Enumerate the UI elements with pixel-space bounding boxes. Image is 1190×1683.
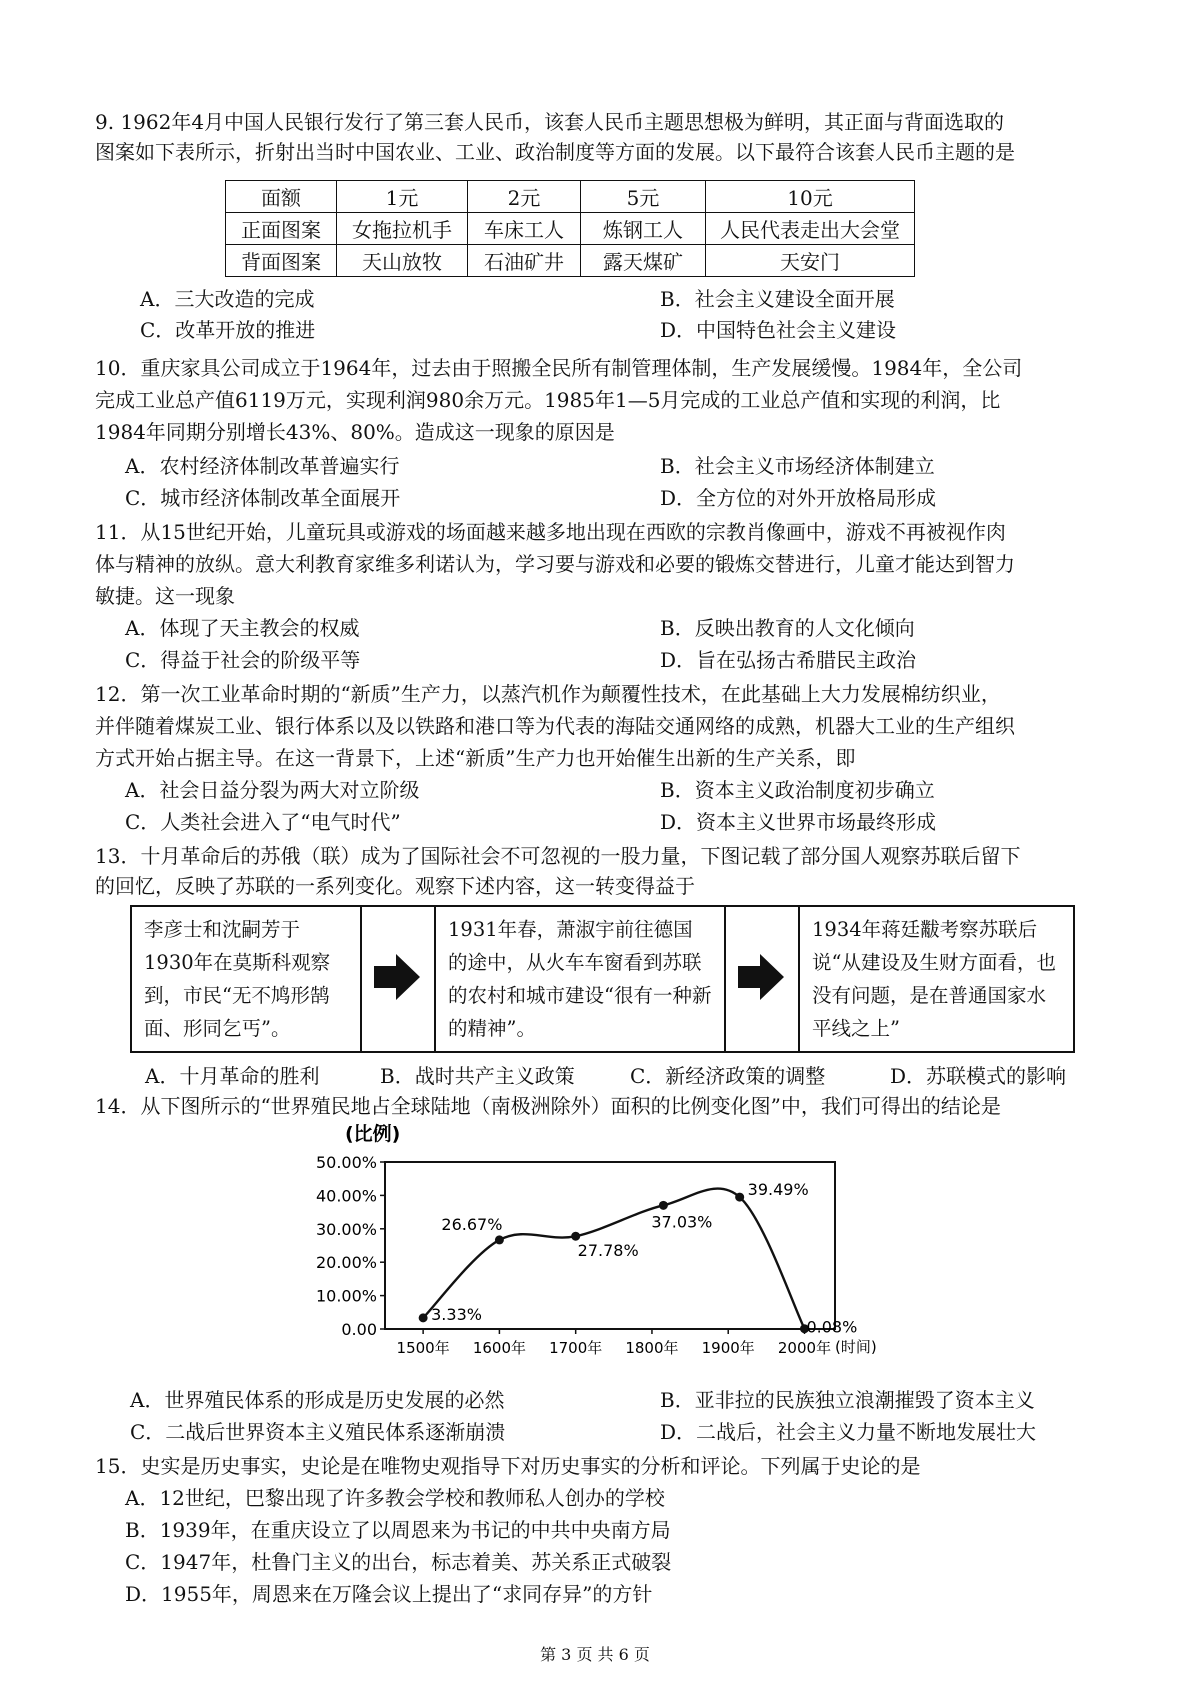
y-axis-ticks	[316, 1153, 385, 1339]
data-label: 37.03%	[651, 1212, 713, 1232]
q15-option-b[interactable]: B．1939年，在重庆设立了以周恩来为书记的中共中央南方局	[125, 1518, 671, 1542]
table-cell: 女拖拉机手	[337, 213, 468, 245]
table-cell: 背面图案	[226, 245, 337, 277]
data-label: 27.78%	[577, 1241, 639, 1261]
right-arrow-icon	[372, 952, 422, 1002]
table-cell: 5元	[581, 181, 706, 213]
q11-option-d[interactable]: D．旨在弘扬古希腊民主政治	[660, 648, 917, 672]
q12-option-c[interactable]: C．人类社会进入了“电气时代”	[125, 810, 401, 834]
q13-option-d[interactable]: D．苏联模式的影响	[890, 1064, 1067, 1088]
q13-option-b[interactable]: B．战时共产主义政策	[380, 1064, 575, 1088]
table-cell: 车床工人	[468, 213, 581, 245]
q9-option-a[interactable]: A．三大改造的完成	[140, 287, 315, 311]
q11-stem-line3: 敏捷。这一现象	[95, 584, 235, 608]
q15-stem-line1: 15．史实是历史事实，史论是在唯物史观指导下对历史事实的分析和评论。下列属于史论的是	[95, 1454, 921, 1478]
q12-stem-line3: 方式开始占据主导。在这一背景下，上述“新质”生产力也开始催生出新的生产关系，即	[95, 746, 856, 770]
q12-option-d[interactable]: D．资本主义世界市场最终形成	[660, 810, 937, 834]
divider	[724, 907, 726, 1051]
data-point	[735, 1193, 744, 1202]
q10-option-d[interactable]: D．全方位的对外开放格局形成	[660, 486, 937, 510]
data-point	[495, 1235, 504, 1244]
table-cell: 露天煤矿	[581, 245, 706, 277]
x-tick-label: 1500年	[396, 1339, 450, 1357]
q9-stem-line2: 图案如下表所示，折射出当时中国农业、工业、政治制度等方面的发展。以下最符合该套人民币主题的是	[95, 140, 1015, 164]
table-cell: 10元	[706, 181, 915, 213]
data-points	[419, 1180, 858, 1337]
q12-option-b[interactable]: B．资本主义政治制度初步确立	[660, 778, 935, 802]
q12-stem-line1: 12．第一次工业革命时期的“新质”生产力，以蒸汽机作为颠覆性技术，在此基础上大力发展棉纺织业，	[95, 682, 1001, 706]
data-label: 3.33%	[431, 1304, 482, 1324]
q14-option-b[interactable]: B．亚非拉的民族独立浪潮摧毁了资本主义	[660, 1388, 1035, 1412]
q11-option-b[interactable]: B．反映出教育的人文化倾向	[660, 616, 915, 640]
y-tick-label: 30.00%	[315, 1219, 377, 1239]
table-cell: 天安门	[706, 245, 915, 277]
right-arrow-icon	[736, 952, 786, 1002]
y-tick-label: 20.00%	[315, 1253, 377, 1273]
table-row	[226, 213, 915, 245]
q13-stem-line2: 的回忆，反映了苏联的一系列变化。观察下述内容，这一转变得益于	[95, 874, 695, 898]
q10-stem-line3: 1984年同期分别增长43%、80%。造成这一现象的原因是	[95, 420, 615, 444]
q14-stem-line1: 14．从下图所示的“世界殖民地占全球陆地（南极洲除外）面积的比例变化图”中，我们可得出的结论是	[95, 1094, 1001, 1118]
q14-option-a[interactable]: A．世界殖民体系的形成是历史发展的必然	[130, 1388, 505, 1412]
table-cell: 正面图案	[226, 213, 337, 245]
colonial-ratio-chart	[300, 1122, 880, 1372]
observation-1934: 1934年蒋廷黻考察苏联后说“从建设及生财方面看，也没有问题，是在普通国家水平线之上”	[812, 918, 1056, 1040]
y-axis-label: (比例)	[345, 1123, 401, 1145]
q9-option-b[interactable]: B．社会主义建设全面开展	[660, 287, 895, 311]
y-tick-label: 50.00%	[315, 1153, 377, 1172]
table-cell: 炼钢工人	[581, 213, 706, 245]
q10-stem-line1: 10．重庆家具公司成立于1964年，过去由于照搬全民所有制管理体制，生产发展缓慢。1984年，全公司	[95, 356, 1023, 380]
divider	[360, 907, 362, 1051]
rmb-table	[225, 180, 915, 277]
x-tick-label: 2000年	[777, 1339, 832, 1357]
data-point	[419, 1313, 428, 1322]
table-cell: 1元	[337, 181, 468, 213]
y-tick-label: 10.00%	[315, 1286, 377, 1306]
table-cell: 天山放牧	[337, 245, 468, 277]
y-tick-label: 40.00%	[315, 1186, 377, 1206]
data-label: 39.49%	[747, 1180, 809, 1200]
observation-1930: 李彦士和沈嗣芳于1930年在莫斯科观察到，市民“无不鸠形鹄面、形同乞丐”。	[144, 918, 331, 1040]
table-cell: 石油矿井	[468, 245, 581, 277]
x-tick-label: 1600年	[472, 1339, 527, 1357]
x-tick-label: 1700年	[549, 1339, 603, 1357]
q11-option-a[interactable]: A．体现了天主教会的权威	[125, 616, 360, 640]
q14-option-d[interactable]: D．二战后，社会主义力量不断地发展壮大	[660, 1420, 1037, 1444]
data-label: 26.67%	[441, 1214, 503, 1234]
table-cell: 面额	[226, 181, 337, 213]
q13-option-c[interactable]: C．新经济政策的调整	[630, 1064, 826, 1088]
q15-option-a[interactable]: A．12世纪，巴黎出现了许多教会学校和教师私人创办的学校	[125, 1486, 665, 1510]
table-cell: 人民代表走出大会堂	[706, 213, 915, 245]
data-point	[659, 1201, 668, 1210]
q10-option-b[interactable]: B．社会主义市场经济体制建立	[660, 454, 935, 478]
q9-option-d[interactable]: D．中国特色社会主义建设	[660, 318, 897, 342]
q11-option-c[interactable]: C．得益于社会的阶级平等	[125, 648, 361, 672]
observation-1931: 1931年春，萧淑宇前往德国的途中，从火车车窗看到苏联的农村和城市建设“很有一种新的精神”。	[448, 918, 712, 1040]
q9-option-c[interactable]: C．改革开放的推进	[140, 318, 316, 342]
table-row	[226, 181, 915, 213]
q12-option-a[interactable]: A．社会日益分裂为两大对立阶级	[125, 778, 420, 802]
x-axis-ticks	[397, 1329, 832, 1357]
x-tick-label: 1900年	[701, 1339, 755, 1357]
x-tick-label: 1800年	[625, 1339, 679, 1357]
q11-stem-line2: 体与精神的放纵。意大利教育家维多利诺认为，学习要与游戏和必要的锻炼交替进行，儿童才能达到智力	[95, 552, 1015, 576]
table-row	[226, 245, 915, 277]
observation-flow	[130, 905, 1075, 1053]
q10-option-a[interactable]: A．农村经济体制改革普遍实行	[125, 454, 400, 478]
q13-stem-line1: 13．十月革命后的苏俄（联）成为了国际社会不可忽视的一股力量，下图记载了部分国人观察苏联后留下	[95, 844, 1021, 868]
q15-option-d[interactable]: D．1955年，周恩来在万隆会议上提出了“求同存异”的方针	[125, 1582, 653, 1606]
q11-stem-line1: 11．从15世纪开始，儿童玩具或游戏的场面越来越多地出现在西欧的宗教肖像画中，游戏不再被视作肉	[95, 520, 1006, 544]
q10-stem-line2: 完成工业总产值6119万元，实现利润980余万元。1985年1—5月完成的工业总产值和实现的利润，比	[95, 388, 1001, 412]
page-footer: 第 3 页 共 6 页	[540, 1645, 650, 1664]
data-label: 0.08%	[806, 1317, 858, 1337]
table-cell: 2元	[468, 181, 581, 213]
q9-stem-line1: 9. 1962年4月中国人民银行发行了第三套人民币，该套人民币主题思想极为鲜明，其正面与背面选取的	[95, 110, 1005, 134]
y-tick-label: 0.00	[341, 1320, 377, 1339]
q13-option-a[interactable]: A．十月革命的胜利	[145, 1064, 320, 1088]
q15-option-c[interactable]: C．1947年，杜鲁门主义的出台，标志着美、苏关系正式破裂	[125, 1550, 672, 1574]
q10-option-c[interactable]: C．城市经济体制改革全面展开	[125, 486, 401, 510]
q14-option-c[interactable]: C．二战后世界资本主义殖民体系逐渐崩溃	[130, 1420, 506, 1444]
x-axis-label: (时间)	[835, 1338, 877, 1356]
data-point	[571, 1232, 580, 1241]
q12-stem-line2: 并伴随着煤炭工业、银行体系以及以铁路和港口等为代表的海陆交通网络的成熟，机器大工业的生产组织	[95, 714, 1015, 738]
